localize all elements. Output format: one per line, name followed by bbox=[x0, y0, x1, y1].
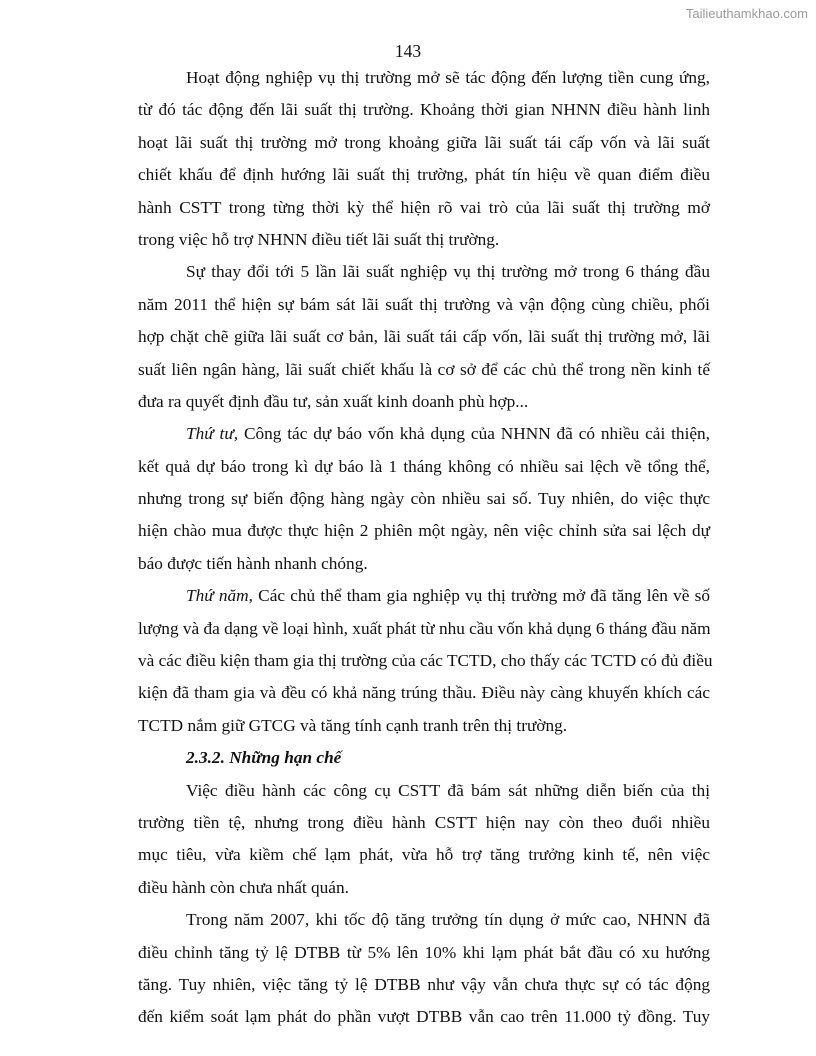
lead-in: Thứ năm, bbox=[186, 586, 253, 606]
text-line: hành CSTT trong từng thời kỳ thể hiện rõ vai trò của lãi suất thị trường mở bbox=[138, 197, 710, 217]
paragraph bbox=[138, 418, 710, 580]
text-line: TCTD nắm giữ GTCG và tăng tính cạnh tranh trên thị trường. bbox=[138, 715, 568, 735]
text-line: kết quả dự báo trong kì dự báo là 1 tháng không có nhiều sai lệch về tổng thể, bbox=[138, 456, 710, 476]
paragraph bbox=[138, 775, 710, 905]
section-heading: 2.3.2. Những hạn chế bbox=[186, 748, 342, 768]
text-line: năm 2011 thể hiện sự bám sát lãi suất thị trường và vận động cùng chiều, phối bbox=[138, 294, 710, 314]
paragraph bbox=[138, 580, 713, 742]
paragraph bbox=[138, 904, 710, 1034]
paragraph bbox=[138, 256, 710, 418]
text-line: đến kiểm soát lạm phát do phần vượt DTBB vẫn cao trên 11.000 tỷ đồng. Tuy bbox=[138, 1007, 710, 1027]
text-line: Trong năm 2007, khi tốc độ tăng trưởng tín dụng ở mức cao, NHNN đã bbox=[186, 910, 710, 930]
text-line: chiết khấu để định hướng lãi suất thị trường, phát tín hiệu về quan điểm điều bbox=[138, 165, 710, 185]
text-line: điều chỉnh tăng tỷ lệ DTBB từ 5% lên 10% khi lạm phát bắt đầu có xu hướng bbox=[138, 942, 710, 962]
text-line: nhưng trong sự biến động hàng ngày còn nhiều sai số. Tuy nhiên, do việc thực bbox=[138, 489, 710, 509]
line-text: Các chủ thể tham gia nghiệp vụ thị trường mở đã tăng lên về số bbox=[252, 586, 710, 606]
text-line: hoạt lãi suất thị trường mở trong khoảng giữa lãi suất tái cấp vốn và lãi suất bbox=[138, 132, 710, 152]
text-line: báo được tiến hành nhanh chóng. bbox=[138, 553, 368, 573]
text-line: kiện đã tham gia và đều có khả năng trúng thầu. Điều này càng khuyến khích các bbox=[138, 683, 710, 703]
text-line: hiện chào mua được thực hiện 2 phiên một ngày, nên việc chỉnh sửa sai lệch dự bbox=[138, 521, 710, 541]
paragraph bbox=[138, 62, 710, 256]
text-line: Việc điều hành các công cụ CSTT đã bám sát những diễn biến của thị bbox=[186, 780, 710, 800]
text-line: điều hành còn chưa nhất quán. bbox=[138, 877, 349, 897]
text-line: đưa ra quyết định đầu tư, sản xuất kinh doanh phù hợp... bbox=[138, 391, 529, 411]
text-line: suất liên ngân hàng, lãi suất chiết khấu là cơ sở để các chủ thể trong nền kinh tế bbox=[138, 359, 710, 379]
text-line: trường tiền tệ, nhưng trong điều hành CSTT hiện nay còn theo đuổi nhiều bbox=[138, 812, 710, 832]
text-line: lượng và đa dạng về loại hình, xuất phát từ nhu cầu vốn khả dụng 6 tháng đầu năm bbox=[138, 618, 711, 638]
text-line bbox=[138, 580, 710, 612]
text-line: Sự thay đổi tới 5 lần lãi suất nghiệp vụ thị trường mở trong 6 tháng đầu bbox=[186, 262, 710, 282]
document-body bbox=[138, 62, 713, 1034]
text-line bbox=[138, 418, 710, 450]
page-number: 143 bbox=[394, 41, 422, 61]
lead-in: Thứ tư, bbox=[186, 424, 239, 444]
text-line: từ đó tác động đến lãi suất thị trường. Khoảng thời gian NHNN điều hành linh bbox=[138, 100, 710, 120]
text-line: và các điều kiện tham gia thị trường của các TCTD, cho thấy các TCTD có đủ điều bbox=[138, 651, 713, 671]
watermark: Tailieuthamkhao.com bbox=[685, 6, 808, 21]
text-line: Hoạt động nghiệp vụ thị trường mở sẽ tác động đến lượng tiền cung ứng, bbox=[186, 68, 710, 87]
text-line: tăng. Tuy nhiên, việc tăng tỷ lệ DTBB như vậy vẫn chưa thực sự có tác động bbox=[138, 974, 710, 994]
text-line: trong việc hỗ trợ NHNN điều tiết lãi suất thị trường. bbox=[138, 229, 500, 249]
line-text: Công tác dự báo vốn khả dụng của NHNN đã có nhiều cải thiện, bbox=[238, 424, 711, 444]
text-line: hợp chặt chẽ giữa lãi suất cơ bản, lãi suất tái cấp vốn, lãi suất thị trường mở, lãi bbox=[138, 327, 710, 347]
text-line: mục tiêu, vừa kiềm chế lạm phát, vừa hỗ trợ tăng trưởng kinh tế, nên việc bbox=[138, 845, 710, 865]
